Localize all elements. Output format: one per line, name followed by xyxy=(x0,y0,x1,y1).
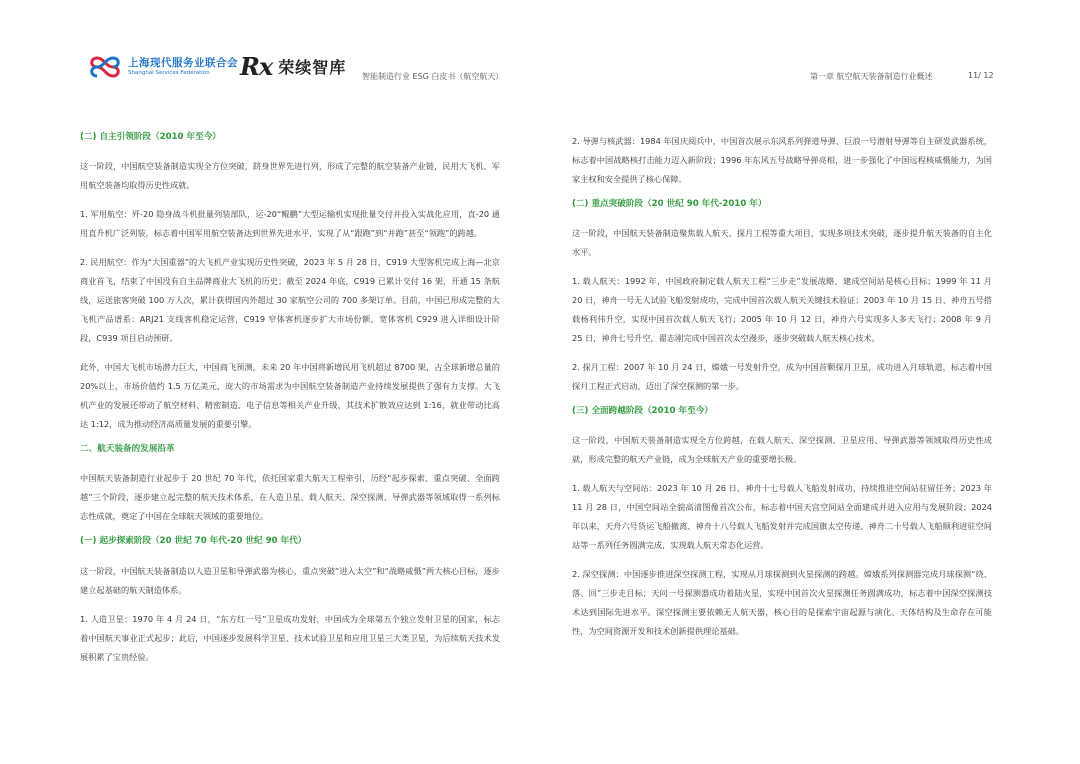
body-paragraph: 这一阶段，中国航天装备制造实现全方位跨越，在载人航天、深空探测、卫星应用、导弹武器等领域取得历史性成就，形成完整的航天产业链，成为全球航天产业的重要增长极。 xyxy=(572,435,992,465)
federation-logo-icon xyxy=(88,54,122,80)
document-title: 智能制造行业 ESG 白皮书（航空航天） xyxy=(362,72,504,81)
brand-logo xyxy=(240,52,346,81)
brand-name: 荣续智库 xyxy=(278,58,347,77)
section-heading: 二、航天装备的发展沿革 xyxy=(80,444,175,455)
body-paragraph: 这一阶段，中国航空装备制造实现全方位突破，跻身世界先进行列，形成了完整的航空装备产业链，民用大飞机、军用航空装备均取得历史性成就。 xyxy=(80,161,500,191)
section-heading: (二) 自主引领阶段（2010 年至今） xyxy=(80,132,221,142)
body-paragraph: 1. 载人航天与空间站：2023 年 10 月 26 日，神舟十七号载人飞船发射成功，持续推进空间站驻留任务；2023 年 11 月 28 日，中国空间站全貌高清图像首次公布，标志着中国天宫空间站全面建成并进入应用与发展阶段；2024 年以来，天舟六号货运飞船撤离、神舟十八号载人飞船发射并完成国旗太空传递、神舟二十号载人飞船顺利进驻空间站等一系列任务圆满完成，实现载人航天常态化运营。 xyxy=(572,483,992,551)
body-paragraph: 这一阶段，中国航天装备制造以人造卫星和导弹武器为核心，重点突破“进入太空”和“战略威慑”两大核心目标，逐步建立起基础的航天制造体系。 xyxy=(80,565,500,595)
body-paragraph: 此外，中国大飞机市场潜力巨大，中国商飞预测，未来 20 年中国将新增民用飞机超过 8700 架，占全球新增总量的 20%以上，市场价值约 1.5 万亿美元，庞大的市场需求为中国航空装备制造产业持续发展提供了强有力支撑。大飞机产业的发展还带动了航空材料、精密制造、电子信息等相关产业升级，其技术扩散效应达到 1:16，就业带动比高达 1:12，成为推动经济高质量发展的重要引擎。 xyxy=(80,362,500,430)
body-paragraph: 2. 民用航空：作为“大国重器”的大飞机产业实现历史性突破，2023 年 5 月 28 日，C919 大型客机完成上海—北京商业首飞，结束了中国没有自主品牌商业大飞机的历史；截至 2024 年底，C919 已累计交付 16 架，开通 15 条航线，运送旅客突破 100 万人次，累计获得国内外超过 30 家航空公司的 700 多架订单。目前，中国已形成完整的大飞机产品谱系：ARJ21 支线客机稳定运营，C919 窄体客机逐步扩大市场份额，宽体客机 C929 进入详细设计阶段，C939 项目启动预研。 xyxy=(80,257,500,344)
section-heading: (三) 全面跨越阶段（2010 年至今） xyxy=(572,406,713,417)
body-paragraph: 中国航天装备制造行业起步于 20 世纪 70 年代，依托国家重大航天工程牵引，历经“起步探索、重点突破、全面跨越”三个阶段，逐步建立起完整的航天技术体系，在人造卫星、载人航天、深空探测、导弹武器等领域取得一系列标志性成就，奠定了中国在全球航天领域的重要地位。 xyxy=(80,473,500,522)
body-paragraph: 2. 探月工程：2007 年 10 月 24 日，嫦娥一号发射升空，成为中国首颗探月卫星，成功进入月球轨道，标志着中国探月工程正式启动，迈出了深空探测的第一步。 xyxy=(572,362,992,392)
federation-logo xyxy=(88,54,238,80)
federation-name-cn: 上海现代服务业联合会 xyxy=(128,57,238,70)
section-heading: (一) 起步探索阶段（20 世纪 70 年代-20 世纪 90 年代） xyxy=(80,536,307,547)
right-column xyxy=(572,132,992,651)
brand-mark: Rx xyxy=(240,52,273,81)
body-paragraph: 1. 载人航天：1992 年，中国政府制定载人航天工程“三步走”发展战略，建成空间站是核心目标；1999 年 11 月 20 日，神舟一号无人试验飞船发射成功，完成中国首次载人航天关键技术验证；2003 年 10 月 15 日，神舟五号搭载杨利伟升空，实现中国首次载人航天飞行；2005 年 10 月 12 日，神舟六号实现多人多天飞行；2008 年 9 月 25 日，神舟七号升空，翟志刚完成中国首次太空漫步，逐步突破载人航天核心技术。 xyxy=(572,276,992,344)
federation-name-en: Shanghai Services Federation xyxy=(128,69,210,76)
page-header xyxy=(0,0,1080,110)
body-paragraph: 这一阶段，中国航天装备制造聚焦载人航天、探月工程等重大项目，实现多项技术突破，逐步提升航天装备的自主化水平。 xyxy=(572,228,992,258)
section-heading: (二) 重点突破阶段（20 世纪 90 年代-2010 年） xyxy=(572,199,767,209)
body-paragraph: 1. 军用航空：歼-20 隐身战斗机批量列装部队，运-20“鲲鹏”大型运输机实现批量交付并投入实战化应用，直-20 通用直升机广泛列装，标志着中国军用航空装备达到世界先进水平，实现了从“跟跑”到“并跑”甚至“领跑”的跨越。 xyxy=(80,209,500,239)
body-paragraph: 2. 深空探测：中国逐步推进深空探测工程，实现从月球探测到火星探测的跨越。嫦娥系列探测器完成月球探测“绕、落、回”三步走目标；天问一号探测器成功着陆火星，实现中国首次火星探测任务圆满成功，标志着中国深空探测技术达到国际先进水平。深空探测主要依赖无人航天器，核心目的是探索宇宙起源与演化、天体结构及生命存在可能性，为空间资源开发和技术创新提供理论基础。 xyxy=(572,569,992,637)
body-paragraph: 1. 人造卫星：1970 年 4 月 24 日，“东方红一号”卫星成功发射，中国成为全球第五个独立发射卫星的国家，标志着中国航天事业正式起步；此后，中国逐步发展科学卫星、技术试验卫星和应用卫星三大类卫星，为后续航天技术发展积累了宝贵经验。 xyxy=(80,613,500,662)
chapter-title: 第一章 航空航天装备制造行业概述 xyxy=(810,72,933,81)
body-paragraph: 2. 导弹与核武器：1984 年国庆阅兵中，中国首次展示东风系列弹道导弹、巨浪一号潜射导弹等自主研发武器系统，标志着中国战略核打击能力迈入新阶段；1996 年东风五号战略导弹亮相，进一步强化了中国远程核威慑能力，为国家主权和安全提供了核心保障。 xyxy=(572,136,992,184)
page-number: 11/ 12 xyxy=(968,71,994,80)
left-column xyxy=(80,132,500,677)
